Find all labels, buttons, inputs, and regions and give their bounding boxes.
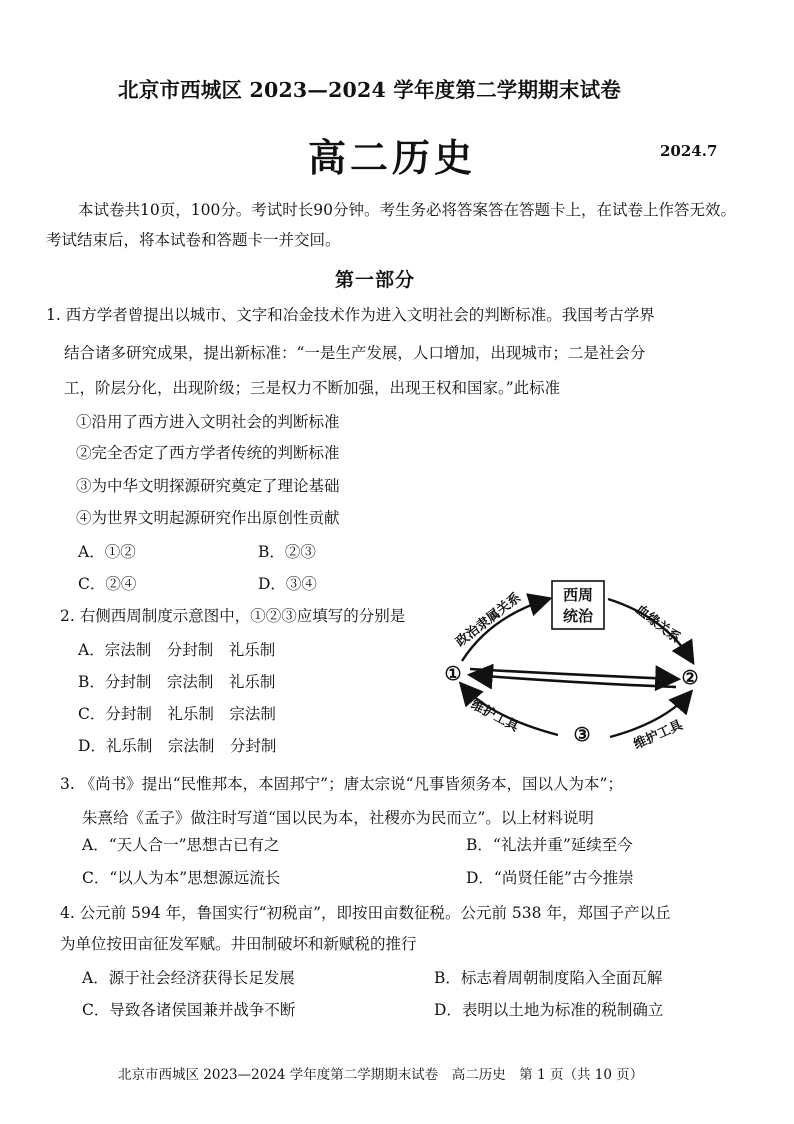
- question-4-option-b[interactable]: B．标志着周朝制度陷入全面瓦解: [434, 969, 663, 987]
- question-4-option-c[interactable]: C．导致各诸侯国兼并战争不断: [82, 1001, 296, 1019]
- question-1-item-3: ③为中华文明探源研究奠定了理论基础: [76, 477, 340, 495]
- diagram-center-line-1: 西周: [562, 586, 594, 604]
- question-1-option-d[interactable]: D．③④: [258, 575, 317, 593]
- question-3-option-b[interactable]: B．“礼法并重”延续至今: [466, 836, 633, 854]
- exam-subject-title: 高二历史: [308, 135, 477, 180]
- diagram-node-1: ①: [444, 663, 462, 685]
- question-1-stem-line-2: 结合诸多研究成果，提出新标准：“一是生产发展，人口增加，出现城市；二是社会分: [64, 344, 646, 362]
- exam-date: 2024.7: [660, 142, 718, 160]
- question-4-option-d[interactable]: D．表明以土地为标准的税制确立: [434, 1001, 664, 1019]
- question-4-stem-line-1: 4. 公元前 594 年，鲁国实行“初税亩”，即按田亩数征税。公元前 538 年，郑国子产以丘: [60, 904, 671, 922]
- question-3-option-d[interactable]: D．“尚贤任能”古今推崇: [466, 869, 634, 887]
- question-1-stem-line-1: 1. 西方学者曾提出以城市、文字和冶金技术作为进入文明社会的判断标准。我国考古学界: [46, 306, 655, 324]
- question-1-option-a[interactable]: A．①②: [78, 543, 136, 561]
- diagram-label-maintain-left: 维护工具: [468, 697, 522, 735]
- question-2-option-b[interactable]: B．分封制 宗法制 礼乐制: [78, 673, 276, 691]
- question-1-option-c[interactable]: C．②④: [78, 575, 137, 593]
- question-2-option-a[interactable]: A．宗法制 分封制 礼乐制: [78, 641, 276, 659]
- question-1-stem-line-3: 工，阶层分化，出现阶级；三是权力不断加强，出现王权和国家。”此标准: [64, 379, 561, 397]
- exam-header-title: 北京市西城区 2023—2024 学年度第二学期期末试卷: [118, 78, 621, 102]
- question-1-item-2: ②完全否定了西方学者传统的判断标准: [76, 444, 340, 462]
- question-3-stem-line-2: 朱熹给《孟子》做注时写道“国以民为本，社稷亦为民而立”。以上材料说明: [82, 809, 594, 827]
- diagram-center-line-2: 统治: [562, 607, 594, 625]
- question-2-option-c[interactable]: C．分封制 礼乐制 宗法制: [78, 705, 276, 723]
- diagram-node-2: ②: [681, 667, 699, 689]
- diagram-label-blood: 血缘关系: [632, 602, 683, 647]
- question-2-option-d[interactable]: D．礼乐制 宗法制 分封制: [78, 737, 277, 755]
- page-footer: 北京市西城区 2023—2024 学年度第二学期期末试卷 高二历史 第 1 页（共 10 页）: [118, 1067, 644, 1083]
- question-4-stem-line-2: 为单位按田亩征发军赋。井田制破坏和新赋税的推行: [60, 935, 417, 953]
- diagram-node-3: ③: [573, 724, 591, 746]
- question-3-option-c[interactable]: C．“以人为本”思想源远流长: [82, 869, 281, 887]
- question-1-item-1: ①沿用了西方进入文明社会的判断标准: [76, 413, 340, 431]
- question-3-option-a[interactable]: A．“天人合一”思想古已有之: [82, 836, 280, 854]
- question-1-option-b[interactable]: B．②③: [258, 543, 316, 561]
- exam-instructions: 本试卷共10页，100分。考试时长90分钟。考生务必将答案答在答题卡上，在试卷上作答无效。考试结束后，将本试卷和答题卡一并交回。: [46, 201, 737, 249]
- question-4-option-a[interactable]: A．源于社会经济获得长足发展: [82, 969, 295, 987]
- question-1-item-4: ④为世界文明起源研究作出原创性贡献: [76, 509, 340, 527]
- part-title: 第一部分: [335, 269, 416, 291]
- diagram-label-maintain-right: 维护工具: [631, 717, 686, 753]
- question-2-stem: 2. 右侧西周制度示意图中，①②③应填写的分别是: [60, 607, 406, 625]
- question-3-stem-line-1: 3. 《尚书》提出“民惟邦本，本固邦宁”；唐太宗说“凡事皆须务本，国以人为本”；: [60, 775, 623, 793]
- diagram-label-political: 政治隶属关系: [453, 590, 524, 651]
- western-zhou-system-diagram: [440, 577, 730, 762]
